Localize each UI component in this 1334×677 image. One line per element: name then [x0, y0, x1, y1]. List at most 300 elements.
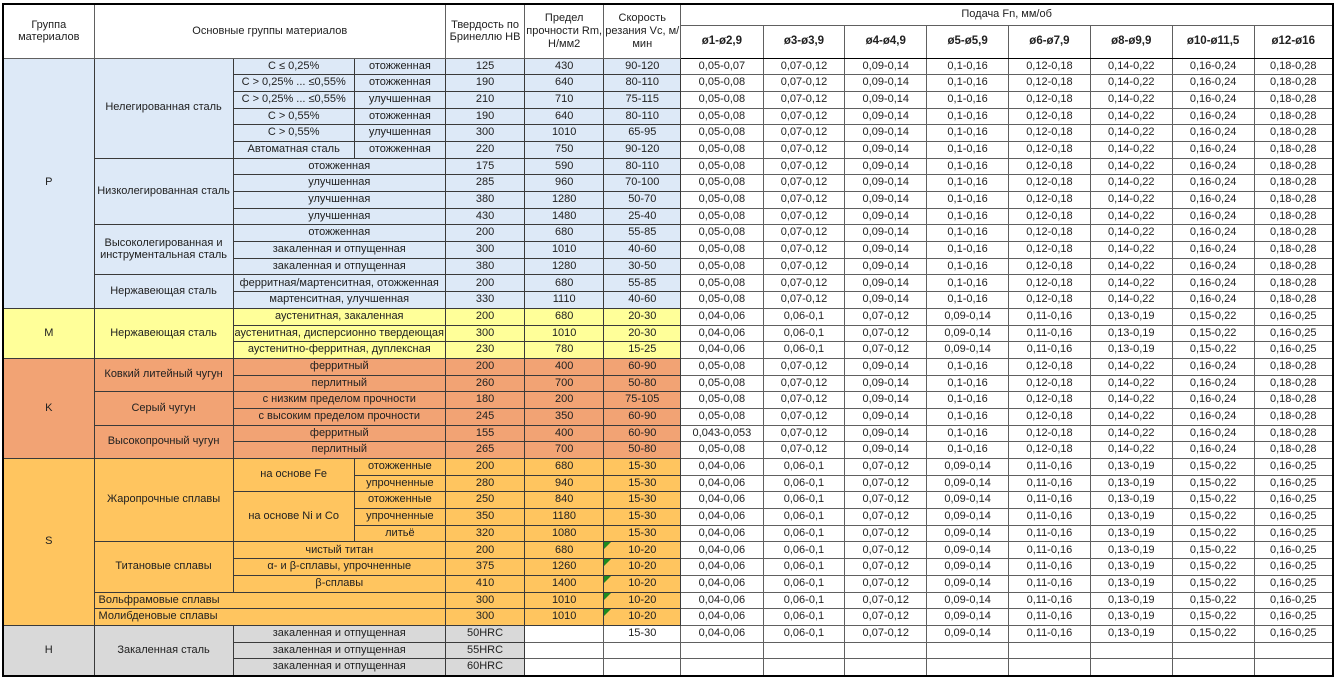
cell-feed-value: 0,06-0,1	[763, 342, 845, 359]
cell-material-name: улучшенная	[233, 192, 445, 209]
cell-feed-value: 0,1-0,16	[927, 408, 1009, 425]
cell-feed-value: 0,14-0,22	[1090, 358, 1172, 375]
cell-feed-value: 0,06-0,1	[763, 308, 845, 325]
cell-feed-value: 0,1-0,16	[927, 258, 1009, 275]
cell-strength-rm: 750	[525, 141, 604, 158]
cell-feed-value: 0,07-0,12	[763, 425, 845, 442]
cell-material-name: на основе Fe	[233, 459, 354, 492]
cell-feed-value: 0,09-0,14	[845, 192, 927, 209]
cell-speed-vc: 15-30	[604, 459, 681, 476]
cell-material-name: перлитный	[233, 442, 445, 459]
cell-feed-value: 0,16-0,24	[1172, 442, 1254, 459]
cell-feed-value: 0,09-0,14	[927, 525, 1009, 542]
cell-material-name: Закаленная сталь	[94, 625, 233, 676]
table-row	[3, 609, 1333, 626]
cell-material-name: отожженная	[354, 75, 445, 92]
cell-feed-value	[763, 659, 845, 676]
cell-feed-value: 0,16-0,24	[1172, 275, 1254, 292]
cell-speed-vc: 75-105	[604, 392, 681, 409]
cell-strength-rm: 840	[525, 492, 604, 509]
cell-feed-value: 0,12-0,18	[1009, 442, 1091, 459]
cell-feed-value: 0,1-0,16	[927, 125, 1009, 142]
cell-feed-value: 0,09-0,14	[845, 242, 927, 259]
cell-speed-vc: 75-115	[604, 91, 681, 108]
cell-feed-value: 0,14-0,22	[1090, 425, 1172, 442]
cell-speed-vc: 15-25	[604, 342, 681, 359]
cell-feed-value: 0,15-0,22	[1172, 542, 1254, 559]
cell-feed-value: 0,16-0,25	[1254, 592, 1333, 609]
comment-flag-icon	[604, 559, 611, 566]
table-row	[3, 392, 1333, 409]
cell-feed-value: 0,07-0,12	[845, 609, 927, 626]
cell-feed-value: 0,14-0,22	[1090, 292, 1172, 309]
cell-feed-value: 0,1-0,16	[927, 392, 1009, 409]
cell-feed-value: 0,09-0,14	[927, 509, 1009, 526]
cell-feed-value: 0,18-0,28	[1254, 442, 1333, 459]
cell-feed-value: 0,14-0,22	[1090, 108, 1172, 125]
cell-feed-value: 0,1-0,16	[927, 108, 1009, 125]
cell-feed-value: 0,12-0,18	[1009, 208, 1091, 225]
cell-speed-vc: 40-60	[604, 292, 681, 309]
cell-feed-value: 0,05-0,08	[681, 275, 763, 292]
header-hardness-hb: Твердость по Бринеллю НВ	[445, 4, 524, 58]
cell-speed-vc: 15-30	[604, 525, 681, 542]
cell-material-name: закаленная и отпущенная	[233, 242, 445, 259]
cell-feed-value: 0,09-0,14	[927, 592, 1009, 609]
cell-feed-value: 0,16-0,24	[1172, 141, 1254, 158]
cell-feed-value: 0,15-0,22	[1172, 609, 1254, 626]
cell-strength-rm: 680	[525, 542, 604, 559]
cell-material-name: улучшенная	[233, 208, 445, 225]
cell-feed-value: 0,18-0,28	[1254, 141, 1333, 158]
cell-feed-value: 0,15-0,22	[1172, 492, 1254, 509]
cell-speed-vc: 50-70	[604, 192, 681, 209]
cell-speed-vc: 50-80	[604, 375, 681, 392]
cell-feed-value: 0,05-0,08	[681, 442, 763, 459]
cell-feed-value: 0,18-0,28	[1254, 358, 1333, 375]
cell-material-name: аустенитная, закаленная	[233, 308, 445, 325]
cell-strength-rm: 1080	[525, 525, 604, 542]
cell-strength-rm: 590	[525, 158, 604, 175]
cell-speed-vc: 55-85	[604, 225, 681, 242]
comment-flag-icon	[604, 593, 611, 600]
cell-feed-value: 0,18-0,28	[1254, 208, 1333, 225]
cell-feed-value: 0,13-0,19	[1090, 542, 1172, 559]
table-row	[3, 275, 1333, 292]
header-feed-fn: Подача Fn, мм/об	[681, 4, 1333, 25]
cell-strength-rm: 1400	[525, 575, 604, 592]
cell-feed-value: 0,07-0,12	[763, 192, 845, 209]
cell-material-name: Низколегированная сталь	[94, 158, 233, 225]
cell-material-name: отожженная	[354, 58, 445, 75]
cell-feed-value: 0,16-0,24	[1172, 258, 1254, 275]
cell-material-name: отожженная	[233, 225, 445, 242]
cell-speed-vc	[604, 642, 681, 659]
cell-material-name: упрочненные	[354, 475, 445, 492]
cell-strength-rm: 430	[525, 58, 604, 75]
cell-feed-value: 0,15-0,22	[1172, 509, 1254, 526]
cell-material-name: Нержавеющая сталь	[94, 275, 233, 308]
header-main-groups: Основные группы материалов	[94, 4, 445, 58]
cell-feed-value: 0,09-0,14	[845, 125, 927, 142]
table-row	[3, 358, 1333, 375]
cell-feed-value: 0,04-0,06	[681, 525, 763, 542]
cell-strength-rm: 1010	[525, 325, 604, 342]
cell-material-name: ферритная/мартенситная, отожженная	[233, 275, 445, 292]
cell-hardness-hb: 250	[445, 492, 524, 509]
cell-material-name: ферритный	[233, 425, 445, 442]
cell-strength-rm: 1110	[525, 292, 604, 309]
cell-speed-vc: 80-110	[604, 158, 681, 175]
cell-material-name: отожженная	[354, 141, 445, 158]
cell-feed-value: 0,13-0,19	[1090, 492, 1172, 509]
cell-feed-value: 0,05-0,08	[681, 175, 763, 192]
cell-feed-value: 0,06-0,1	[763, 325, 845, 342]
cell-material-name: β-сплавы	[233, 575, 445, 592]
cell-material-name: C > 0,55%	[233, 125, 354, 142]
cell-feed-value: 0,09-0,14	[845, 442, 927, 459]
cell-feed-value: 0,04-0,06	[681, 575, 763, 592]
cell-feed-value: 0,14-0,22	[1090, 158, 1172, 175]
cell-feed-value: 0,18-0,28	[1254, 375, 1333, 392]
cell-feed-value: 0,09-0,14	[927, 475, 1009, 492]
cell-speed-vc: 10-20	[604, 575, 681, 592]
cell-feed-value: 0,07-0,12	[845, 559, 927, 576]
cell-material-name: улучшенная	[354, 91, 445, 108]
cell-material-name: Автоматная сталь	[233, 141, 354, 158]
cell-feed-value	[1172, 659, 1254, 676]
cell-feed-value: 0,13-0,19	[1090, 559, 1172, 576]
cell-hardness-hb: 380	[445, 192, 524, 209]
cell-hardness-hb: 230	[445, 342, 524, 359]
cell-feed-value: 0,12-0,18	[1009, 175, 1091, 192]
header-diameter-8: ø12-ø16	[1254, 25, 1333, 58]
header-speed-vc: Скорость резания Vc, м/мин	[604, 4, 681, 58]
cell-hardness-hb: 190	[445, 75, 524, 92]
cell-feed-value: 0,12-0,18	[1009, 375, 1091, 392]
cell-feed-value: 0,16-0,25	[1254, 342, 1333, 359]
cell-feed-value: 0,07-0,12	[845, 575, 927, 592]
cell-feed-value: 0,07-0,12	[845, 525, 927, 542]
cell-feed-value: 0,18-0,28	[1254, 242, 1333, 259]
cell-feed-value: 0,07-0,12	[763, 91, 845, 108]
cell-speed-vc: 55-85	[604, 275, 681, 292]
cell-feed-value: 0,09-0,14	[927, 559, 1009, 576]
cell-feed-value: 0,07-0,12	[845, 592, 927, 609]
cell-feed-value: 0,04-0,06	[681, 625, 763, 642]
cell-hardness-hb: 190	[445, 108, 524, 125]
cell-feed-value	[1254, 659, 1333, 676]
cell-feed-value: 0,15-0,22	[1172, 625, 1254, 642]
cell-feed-value: 0,07-0,12	[763, 125, 845, 142]
cell-feed-value: 0,18-0,28	[1254, 275, 1333, 292]
cell-hardness-hb: 125	[445, 58, 524, 75]
cell-feed-value: 0,12-0,18	[1009, 292, 1091, 309]
cell-material-name: C ≤ 0,25%	[233, 58, 354, 75]
cell-feed-value: 0,09-0,14	[845, 275, 927, 292]
cell-hardness-hb: 300	[445, 609, 524, 626]
cell-speed-vc: 10-20	[604, 559, 681, 576]
cell-feed-value: 0,09-0,14	[845, 425, 927, 442]
table-row	[3, 592, 1333, 609]
cell-feed-value: 0,16-0,24	[1172, 242, 1254, 259]
cell-feed-value: 0,13-0,19	[1090, 475, 1172, 492]
cell-feed-value: 0,16-0,24	[1172, 292, 1254, 309]
cell-feed-value: 0,16-0,25	[1254, 559, 1333, 576]
header-strength-rm: Предел прочности Rm, Н/мм2	[525, 4, 604, 58]
cell-feed-value: 0,09-0,14	[845, 292, 927, 309]
cell-feed-value: 0,12-0,18	[1009, 392, 1091, 409]
table-row	[3, 425, 1333, 442]
cell-hardness-hb: 60HRC	[445, 659, 524, 676]
cell-feed-value: 0,06-0,1	[763, 592, 845, 609]
cell-feed-value: 0,16-0,24	[1172, 208, 1254, 225]
cell-material-name: Нержавеющая сталь	[94, 308, 233, 358]
cell-material-name: отожженные	[354, 492, 445, 509]
cell-feed-value: 0,15-0,22	[1172, 559, 1254, 576]
cell-feed-value: 0,18-0,28	[1254, 75, 1333, 92]
cell-feed-value: 0,11-0,16	[1009, 509, 1091, 526]
cell-feed-value: 0,15-0,22	[1172, 575, 1254, 592]
cell-feed-value: 0,18-0,28	[1254, 175, 1333, 192]
cell-feed-value: 0,05-0,08	[681, 292, 763, 309]
cell-feed-value: 0,09-0,14	[927, 308, 1009, 325]
cell-speed-vc: 15-30	[604, 492, 681, 509]
cell-strength-rm: 1180	[525, 509, 604, 526]
cell-material-name: на основе Ni и Co	[233, 492, 354, 542]
cell-feed-value: 0,12-0,18	[1009, 58, 1091, 75]
cell-strength-rm: 710	[525, 91, 604, 108]
cell-feed-value: 0,06-0,1	[763, 559, 845, 576]
cell-feed-value: 0,06-0,1	[763, 459, 845, 476]
cell-hardness-hb: 330	[445, 292, 524, 309]
cell-hardness-hb: 245	[445, 408, 524, 425]
cell-feed-value: 0,18-0,28	[1254, 108, 1333, 125]
cell-feed-value: 0,1-0,16	[927, 375, 1009, 392]
cell-feed-value: 0,07-0,12	[845, 542, 927, 559]
cell-feed-value: 0,16-0,24	[1172, 175, 1254, 192]
cell-feed-value: 0,09-0,14	[845, 141, 927, 158]
cell-feed-value: 0,14-0,22	[1090, 175, 1172, 192]
cell-speed-vc: 20-30	[604, 308, 681, 325]
cell-feed-value: 0,13-0,19	[1090, 459, 1172, 476]
cell-feed-value: 0,09-0,14	[845, 158, 927, 175]
cell-feed-value: 0,043-0,053	[681, 425, 763, 442]
cell-feed-value	[681, 659, 763, 676]
cell-group-letter: S	[3, 459, 94, 626]
cell-speed-vc: 65-95	[604, 125, 681, 142]
cell-feed-value: 0,12-0,18	[1009, 225, 1091, 242]
cell-feed-value: 0,05-0,08	[681, 158, 763, 175]
cell-feed-value: 0,06-0,1	[763, 492, 845, 509]
table-row	[3, 459, 1333, 476]
cell-material-name: аустенитная, дисперсионно твердеющая	[233, 325, 445, 342]
cell-speed-vc: 30-50	[604, 258, 681, 275]
cell-feed-value: 0,14-0,22	[1090, 375, 1172, 392]
cell-feed-value: 0,16-0,24	[1172, 125, 1254, 142]
cell-feed-value: 0,11-0,16	[1009, 609, 1091, 626]
cell-feed-value: 0,07-0,12	[763, 242, 845, 259]
cell-material-name: отожженная	[233, 158, 445, 175]
cell-feed-value: 0,04-0,06	[681, 492, 763, 509]
cell-hardness-hb: 410	[445, 575, 524, 592]
cell-feed-value: 0,16-0,25	[1254, 308, 1333, 325]
table-row	[3, 158, 1333, 175]
cell-feed-value: 0,07-0,12	[763, 392, 845, 409]
cell-feed-value: 0,14-0,22	[1090, 408, 1172, 425]
cell-feed-value: 0,09-0,14	[845, 75, 927, 92]
cell-feed-value: 0,16-0,25	[1254, 325, 1333, 342]
cell-feed-value: 0,04-0,06	[681, 475, 763, 492]
cell-feed-value: 0,18-0,28	[1254, 58, 1333, 75]
cell-material-name: Серый чугун	[94, 392, 233, 425]
cell-feed-value: 0,09-0,14	[845, 91, 927, 108]
cell-feed-value: 0,09-0,14	[927, 609, 1009, 626]
cell-hardness-hb: 265	[445, 442, 524, 459]
cell-speed-vc: 90-120	[604, 141, 681, 158]
table-row	[3, 308, 1333, 325]
cell-material-name: закаленная и отпущенная	[233, 659, 445, 676]
cell-hardness-hb: 210	[445, 91, 524, 108]
cell-strength-rm: 680	[525, 459, 604, 476]
cell-feed-value: 0,04-0,06	[681, 308, 763, 325]
cell-hardness-hb: 155	[445, 425, 524, 442]
cell-feed-value: 0,14-0,22	[1090, 192, 1172, 209]
cell-strength-rm: 350	[525, 408, 604, 425]
table-row	[3, 542, 1333, 559]
cell-hardness-hb: 375	[445, 559, 524, 576]
table-header	[3, 4, 1333, 58]
cell-strength-rm: 1280	[525, 258, 604, 275]
cell-feed-value: 0,14-0,22	[1090, 442, 1172, 459]
cell-hardness-hb: 380	[445, 258, 524, 275]
cell-feed-value: 0,09-0,14	[845, 392, 927, 409]
cell-hardness-hb: 200	[445, 542, 524, 559]
cell-hardness-hb: 200	[445, 358, 524, 375]
cell-strength-rm: 400	[525, 358, 604, 375]
cell-feed-value: 0,13-0,19	[1090, 325, 1172, 342]
cell-hardness-hb: 300	[445, 125, 524, 142]
cell-feed-value: 0,11-0,16	[1009, 542, 1091, 559]
cell-feed-value: 0,09-0,14	[845, 258, 927, 275]
cell-speed-vc: 15-30	[604, 625, 681, 642]
cell-strength-rm: 780	[525, 342, 604, 359]
cell-feed-value: 0,1-0,16	[927, 75, 1009, 92]
cell-material-name: Молибденовые сплавы	[94, 609, 445, 626]
cell-feed-value: 0,09-0,14	[927, 575, 1009, 592]
cell-feed-value: 0,12-0,18	[1009, 425, 1091, 442]
cell-strength-rm	[525, 642, 604, 659]
cell-feed-value: 0,05-0,08	[681, 225, 763, 242]
cell-feed-value: 0,04-0,06	[681, 509, 763, 526]
cutting-data-table	[2, 3, 1334, 677]
cell-feed-value: 0,05-0,08	[681, 358, 763, 375]
cell-group-letter: H	[3, 625, 94, 676]
cell-material-name: C > 0,25% ... ≤0,55%	[233, 91, 354, 108]
cell-feed-value: 0,18-0,28	[1254, 192, 1333, 209]
cell-feed-value: 0,14-0,22	[1090, 392, 1172, 409]
cell-material-name: Титановые сплавы	[94, 542, 233, 592]
cell-feed-value: 0,04-0,06	[681, 325, 763, 342]
cell-feed-value: 0,05-0,08	[681, 91, 763, 108]
cell-material-name: Высоколегированная и инструментальная сталь	[94, 225, 233, 275]
cell-feed-value: 0,16-0,24	[1172, 158, 1254, 175]
cell-strength-rm: 1010	[525, 242, 604, 259]
header-diameter-3: ø4-ø4,9	[845, 25, 927, 58]
cell-feed-value: 0,04-0,06	[681, 542, 763, 559]
cell-feed-value: 0,09-0,14	[845, 175, 927, 192]
cell-feed-value: 0,12-0,18	[1009, 91, 1091, 108]
cell-hardness-hb: 300	[445, 242, 524, 259]
cell-feed-value: 0,11-0,16	[1009, 492, 1091, 509]
header-material-group: Группа материалов	[3, 4, 94, 58]
cell-feed-value: 0,15-0,22	[1172, 525, 1254, 542]
cell-feed-value: 0,1-0,16	[927, 158, 1009, 175]
comment-flag-icon	[604, 542, 611, 549]
cell-feed-value: 0,14-0,22	[1090, 75, 1172, 92]
cell-feed-value: 0,05-0,08	[681, 75, 763, 92]
cell-feed-value: 0,16-0,25	[1254, 525, 1333, 542]
cell-feed-value: 0,06-0,1	[763, 475, 845, 492]
cell-hardness-hb: 200	[445, 459, 524, 476]
cell-feed-value: 0,12-0,18	[1009, 358, 1091, 375]
cell-feed-value	[1009, 642, 1091, 659]
cell-hardness-hb: 220	[445, 141, 524, 158]
cell-feed-value: 0,15-0,22	[1172, 459, 1254, 476]
cell-feed-value: 0,14-0,22	[1090, 58, 1172, 75]
cell-feed-value: 0,18-0,28	[1254, 125, 1333, 142]
cell-feed-value: 0,09-0,14	[845, 225, 927, 242]
cell-feed-value: 0,14-0,22	[1090, 91, 1172, 108]
cell-feed-value: 0,11-0,16	[1009, 575, 1091, 592]
cell-feed-value: 0,09-0,14	[927, 625, 1009, 642]
cell-material-name: перлитный	[233, 375, 445, 392]
header-diameter-6: ø8-ø9,9	[1090, 25, 1172, 58]
cell-feed-value: 0,15-0,22	[1172, 308, 1254, 325]
cell-feed-value: 0,09-0,14	[927, 492, 1009, 509]
cell-feed-value: 0,13-0,19	[1090, 308, 1172, 325]
cell-feed-value: 0,18-0,28	[1254, 292, 1333, 309]
cell-feed-value: 0,07-0,12	[763, 258, 845, 275]
cell-feed-value: 0,15-0,22	[1172, 592, 1254, 609]
cell-feed-value: 0,11-0,16	[1009, 308, 1091, 325]
cell-feed-value: 0,1-0,16	[927, 208, 1009, 225]
cell-feed-value: 0,07-0,12	[763, 175, 845, 192]
cell-feed-value: 0,11-0,16	[1009, 459, 1091, 476]
cell-strength-rm: 640	[525, 108, 604, 125]
cell-feed-value: 0,16-0,25	[1254, 575, 1333, 592]
cell-material-name: мартенситная, улучшенная	[233, 292, 445, 309]
cell-strength-rm: 1480	[525, 208, 604, 225]
cell-feed-value: 0,18-0,28	[1254, 408, 1333, 425]
cell-feed-value: 0,07-0,12	[763, 358, 845, 375]
cell-feed-value: 0,05-0,08	[681, 108, 763, 125]
cell-feed-value: 0,16-0,24	[1172, 108, 1254, 125]
cell-material-name: закаленная и отпущенная	[233, 625, 445, 642]
cell-feed-value: 0,07-0,12	[845, 325, 927, 342]
cell-feed-value: 0,04-0,06	[681, 342, 763, 359]
cell-feed-value: 0,07-0,12	[845, 492, 927, 509]
cell-speed-vc: 10-20	[604, 592, 681, 609]
cell-feed-value: 0,07-0,12	[845, 509, 927, 526]
cell-speed-vc: 20-30	[604, 325, 681, 342]
cell-hardness-hb: 285	[445, 175, 524, 192]
cell-feed-value: 0,07-0,12	[763, 225, 845, 242]
cell-hardness-hb: 430	[445, 208, 524, 225]
cell-material-name: литьё	[354, 525, 445, 542]
cell-feed-value: 0,16-0,24	[1172, 75, 1254, 92]
cell-speed-vc: 15-30	[604, 509, 681, 526]
